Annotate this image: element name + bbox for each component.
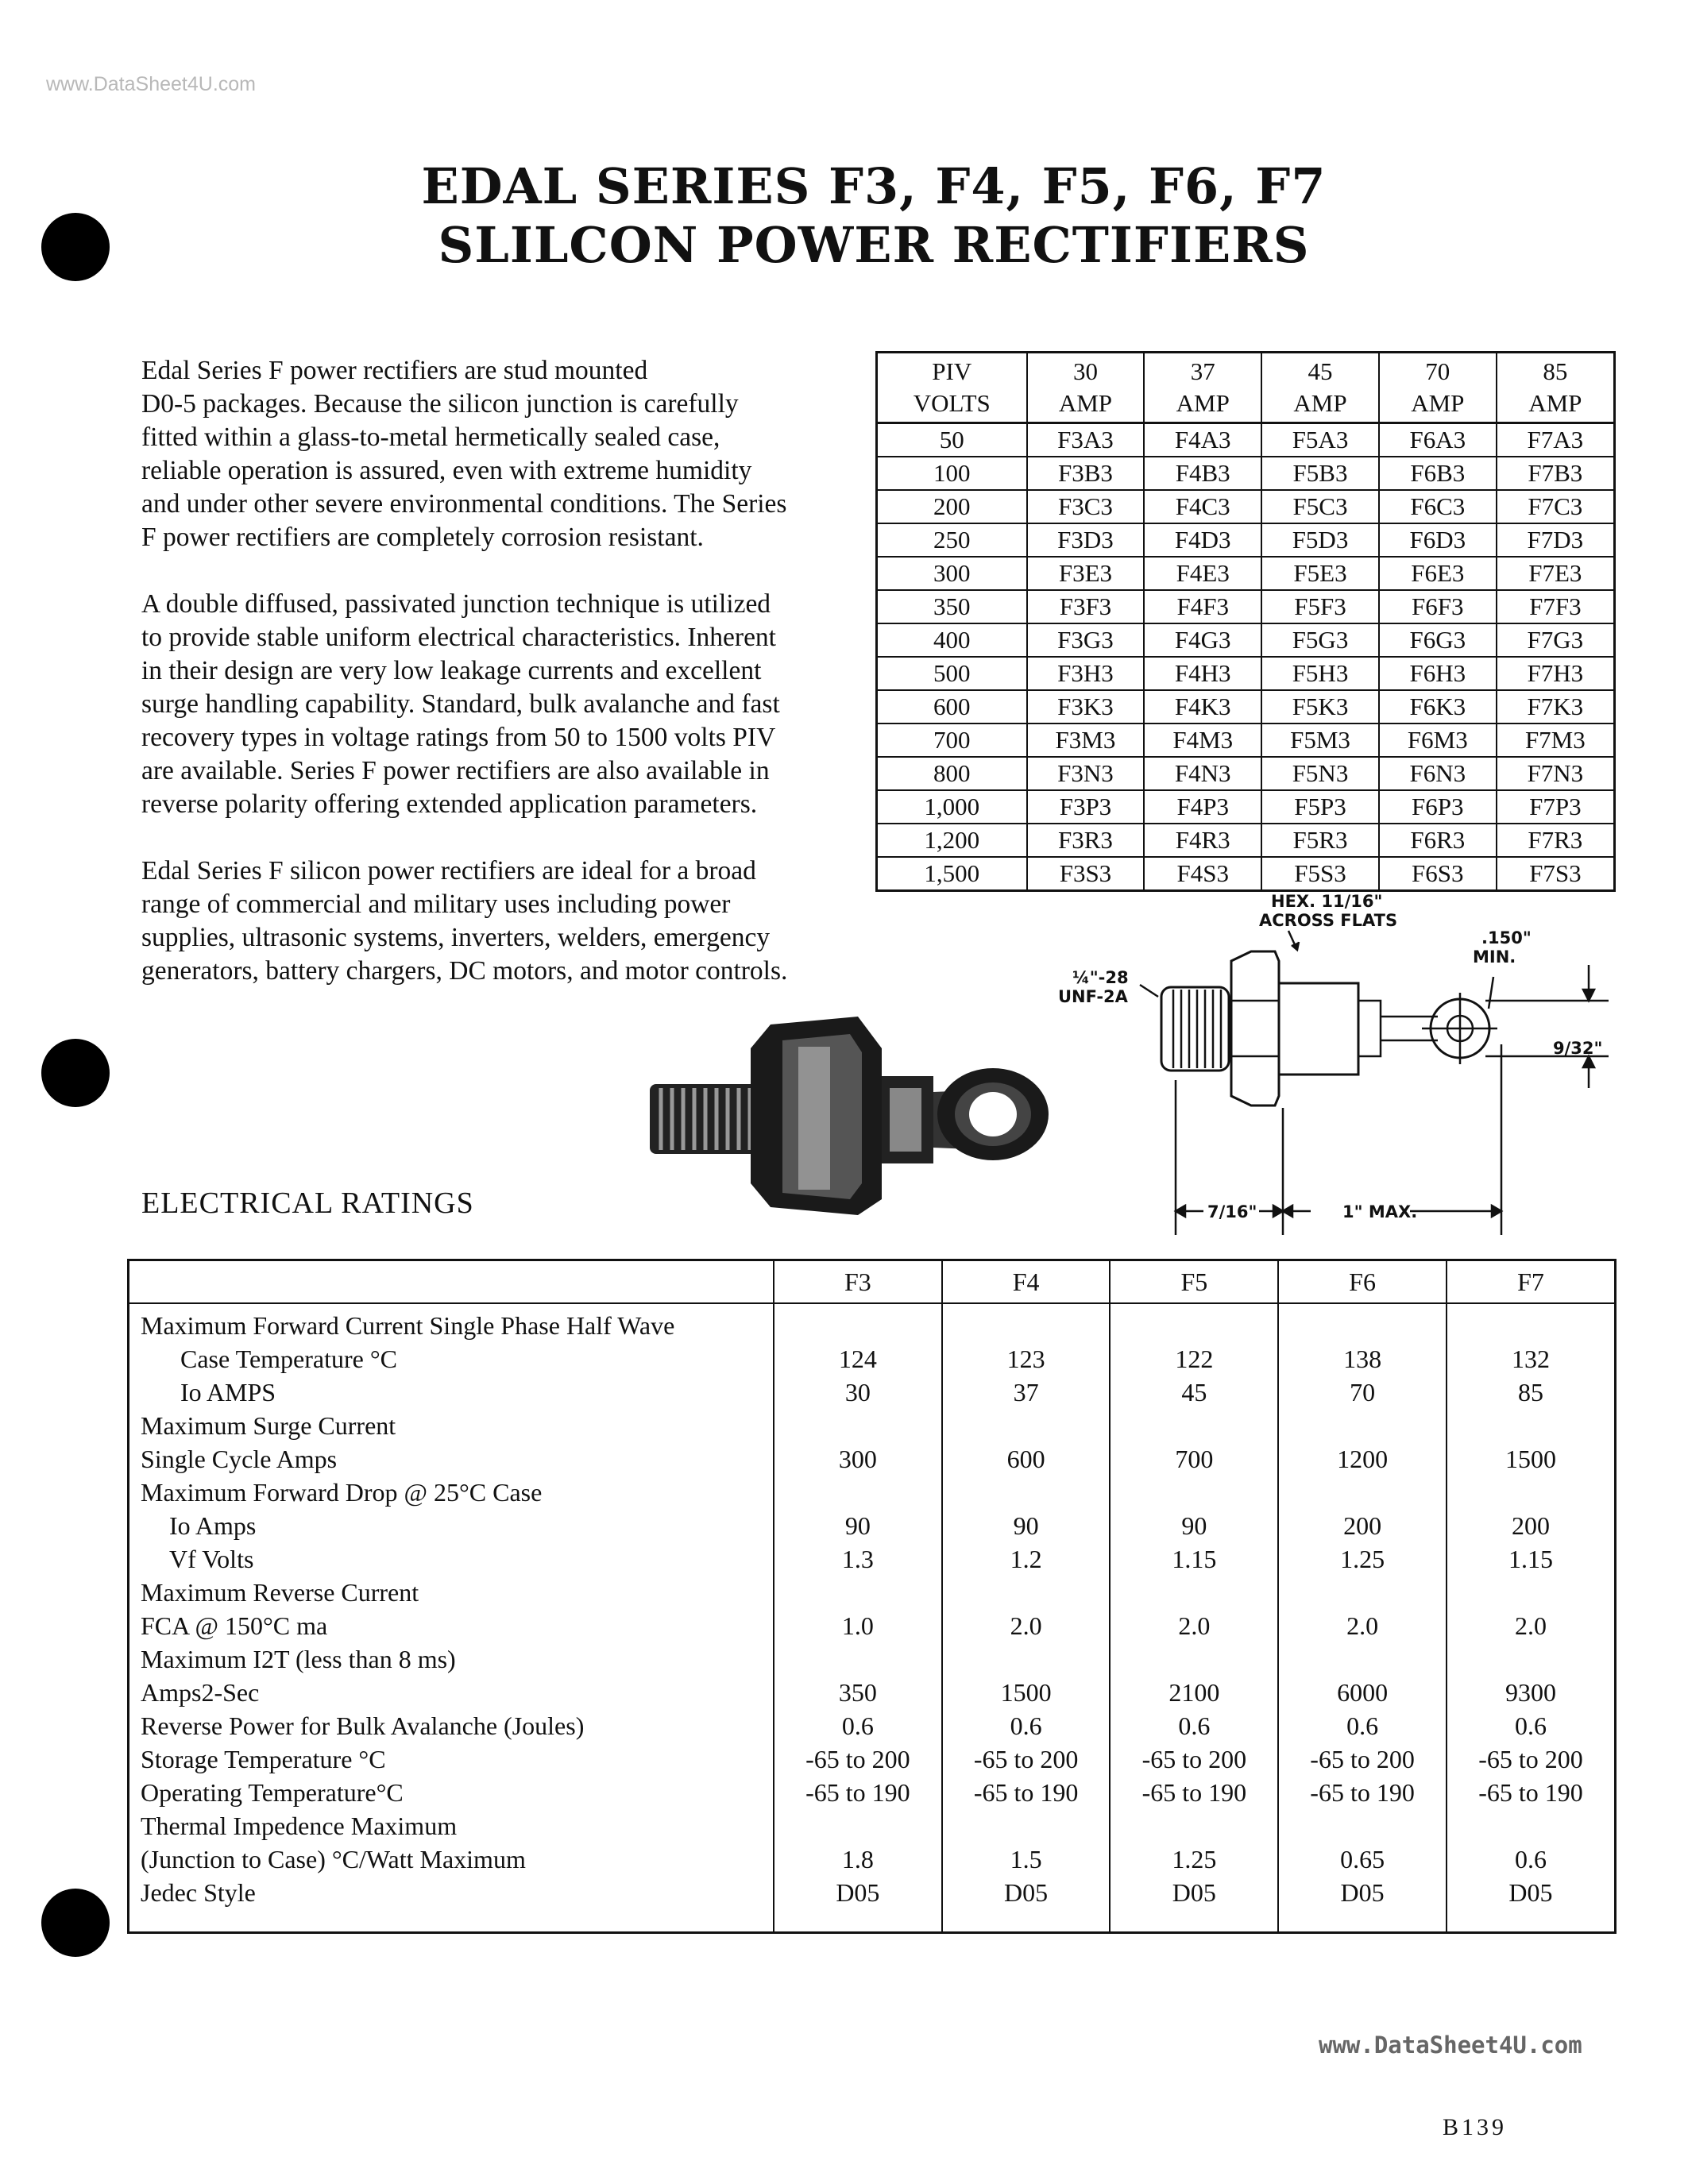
rating-value: -65 to 190	[1310, 1778, 1415, 1807]
ratings-value-column	[1110, 1303, 1278, 1933]
part-number-cell: F4R3	[1144, 824, 1261, 857]
part-number-cell: F6P3	[1379, 790, 1497, 824]
rating-value: D05	[1340, 1878, 1385, 1907]
thread-label-2: UNF-2A	[1058, 987, 1128, 1006]
rating-label: Jedec Style	[141, 1878, 256, 1907]
part-number-cell: F6D3	[1379, 523, 1497, 557]
part-number-cell: F6C3	[1379, 490, 1497, 523]
page-number: B139	[1443, 2114, 1508, 2140]
piv-voltage-cell: 600	[877, 690, 1027, 723]
part-number-cell: F5D3	[1261, 523, 1379, 557]
rectifier-drawing	[620, 889, 1620, 1247]
part-number-cell: F7A3	[1497, 423, 1615, 457]
piv-header-row	[877, 353, 1615, 423]
rating-label: Maximum Forward Drop @ 25°C Case	[141, 1478, 543, 1507]
ratings-value-column	[1278, 1303, 1447, 1933]
rating-value: 30	[844, 1378, 871, 1406]
stud-length-label: 7/16"	[1207, 1202, 1257, 1221]
rating-value: 1500	[1505, 1445, 1556, 1473]
part-number-cell: F3M3	[1027, 723, 1145, 757]
rating-value: 1.5	[1010, 1845, 1042, 1873]
ratings-column-header: F5	[1110, 1260, 1278, 1304]
table-row	[877, 590, 1615, 623]
rating-value: D05	[1508, 1878, 1553, 1907]
rating-label: FCA @ 150°C ma	[141, 1611, 328, 1640]
rating-label: Maximum I2T (less than 8 ms)	[141, 1645, 456, 1673]
piv-header-cell	[1379, 353, 1497, 423]
paragraph-line: Edal Series F power rectifiers are stud mounted	[141, 356, 648, 385]
part-number-cell: F3F3	[1027, 590, 1145, 623]
part-number-cell: F3H3	[1027, 657, 1145, 690]
paragraph-line: supplies, ultrasonic systems, inverters, welders, emergency	[141, 923, 771, 952]
ratings-value-column	[774, 1303, 942, 1933]
part-number-cell: F7B3	[1497, 457, 1615, 490]
part-number-cell: F7C3	[1497, 490, 1615, 523]
part-number-cell: F3D3	[1027, 523, 1145, 557]
table-row	[877, 490, 1615, 523]
part-number-cell: F6F3	[1379, 590, 1497, 623]
min-label: .150"	[1481, 928, 1532, 947]
ratings-header-blank	[129, 1260, 774, 1304]
rating-value	[943, 1476, 1110, 1509]
part-number-cell: F7F3	[1497, 590, 1615, 623]
rating-value: -65 to 190	[805, 1778, 910, 1807]
binder-hole-top	[41, 213, 110, 281]
piv-voltage-cell: 1,200	[877, 824, 1027, 857]
piv-header-text: 85	[1543, 357, 1568, 385]
rating-label: Maximum Surge Current	[141, 1411, 396, 1440]
piv-voltage-cell: 700	[877, 723, 1027, 757]
part-number-cell: F4F3	[1144, 590, 1261, 623]
rating-value: 1.8	[841, 1845, 874, 1873]
rating-label: Maximum Forward Current Single Phase Half Wave	[141, 1311, 675, 1340]
part-number-cell: F3B3	[1027, 457, 1145, 490]
piv-header-text: 70	[1425, 357, 1450, 385]
rating-label: Reverse Power for Bulk Avalanche (Joules)	[141, 1711, 585, 1740]
piv-voltage-cell: 200	[877, 490, 1027, 523]
part-number-cell: F6H3	[1379, 657, 1497, 690]
rating-value	[943, 1809, 1110, 1843]
piv-header-text: VOLTS	[913, 389, 991, 417]
part-number-cell: F5E3	[1261, 557, 1379, 590]
part-number-cell: F3C3	[1027, 490, 1145, 523]
rating-label: Maximum Reverse Current	[141, 1578, 419, 1607]
piv-header-text: AMP	[1293, 389, 1347, 417]
rating-label: Case Temperature °C	[180, 1345, 397, 1373]
ratings-column-header: F7	[1447, 1260, 1616, 1304]
ratings-body-row	[129, 1303, 1616, 1933]
rating-value: 1.2	[1010, 1545, 1042, 1573]
ratings-label-column	[129, 1303, 774, 1933]
piv-voltage-cell: 1,000	[877, 790, 1027, 824]
rating-value: 90	[1181, 1511, 1207, 1540]
piv-header-text: 37	[1190, 357, 1215, 385]
paragraph-line: reliable operation is assured, even with extreme humidity	[141, 456, 752, 485]
rating-value	[943, 1309, 1110, 1342]
binder-hole-middle	[41, 1039, 110, 1107]
paragraph-line: and under other severe environmental conditions. The Series	[141, 489, 787, 519]
rating-value: -65 to 200	[973, 1745, 1079, 1773]
part-number-cell: F5B3	[1261, 457, 1379, 490]
part-number-cell: F5N3	[1261, 757, 1379, 790]
table-row	[877, 423, 1615, 457]
part-number-cell: F7R3	[1497, 824, 1615, 857]
rating-value: 132	[1511, 1345, 1550, 1373]
part-number-cell: F7N3	[1497, 757, 1615, 790]
rating-value	[1447, 1476, 1614, 1509]
rating-label: Vf Volts	[169, 1545, 254, 1573]
part-number-cell: F7K3	[1497, 690, 1615, 723]
rating-value	[774, 1809, 941, 1843]
ratings-column-header: F4	[942, 1260, 1111, 1304]
rating-label: Thermal Impedence Maximum	[141, 1812, 458, 1840]
table-row	[877, 723, 1615, 757]
ratings-header-row	[129, 1260, 1616, 1304]
rating-value	[1111, 1409, 1277, 1442]
rating-value	[1447, 1409, 1614, 1442]
hex-label: HEX. 11/16"	[1271, 892, 1383, 911]
part-number-cell: F7E3	[1497, 557, 1615, 590]
table-row	[877, 557, 1615, 590]
part-number-cell: F4S3	[1144, 857, 1261, 891]
rating-value: 122	[1175, 1345, 1214, 1373]
piv-voltage-cell: 350	[877, 590, 1027, 623]
piv-voltage-cell: 400	[877, 623, 1027, 657]
piv-header-cell	[1261, 353, 1379, 423]
rating-value	[774, 1409, 941, 1442]
rating-value: D05	[836, 1878, 880, 1907]
paragraph-line: recovery types in voltage ratings from 50 to 1500 volts PIV	[141, 723, 776, 752]
intro-paragraph	[141, 354, 856, 554]
part-number-cell: F4E3	[1144, 557, 1261, 590]
table-row	[877, 690, 1615, 723]
piv-header-text: PIV	[932, 357, 972, 385]
part-number-cell: F5F3	[1261, 590, 1379, 623]
rating-value: -65 to 200	[1141, 1745, 1247, 1773]
part-number-cell: F3E3	[1027, 557, 1145, 590]
rating-value: 0.6	[1346, 1711, 1379, 1740]
rating-value: -65 to 200	[1478, 1745, 1583, 1773]
rating-value: 70	[1350, 1378, 1376, 1406]
rating-value: -65 to 200	[805, 1745, 910, 1773]
min-label-2: MIN.	[1473, 947, 1516, 967]
rectifier-photo-icon	[650, 1017, 1049, 1215]
ratings-value-column	[942, 1303, 1111, 1933]
rating-value	[1279, 1476, 1446, 1509]
rating-value: 2100	[1168, 1678, 1220, 1707]
page-title: EDAL SERIES F3, F4, F5, F6, F7	[421, 157, 1327, 215]
part-number-cell: F4K3	[1144, 690, 1261, 723]
rating-value	[1279, 1309, 1446, 1342]
part-number-cell: F3G3	[1027, 623, 1145, 657]
part-number-cell: F7S3	[1497, 857, 1615, 891]
rating-value	[1447, 1576, 1614, 1609]
rating-value: -65 to 190	[973, 1778, 1079, 1807]
rating-value	[943, 1642, 1110, 1676]
rating-value	[1279, 1809, 1446, 1843]
binder-hole-bottom	[41, 1889, 110, 1957]
part-number-cell: F4B3	[1144, 457, 1261, 490]
part-number-cell: F4A3	[1144, 423, 1261, 457]
part-number-cell: F5R3	[1261, 824, 1379, 857]
part-number-cell: F5G3	[1261, 623, 1379, 657]
rating-value: 124	[838, 1345, 877, 1373]
watermark-bottom: www.DataSheet4U.com	[1319, 2032, 1582, 2059]
rating-value: 2.0	[1514, 1611, 1547, 1640]
rating-value: 90	[1013, 1511, 1039, 1540]
part-number-cell: F5M3	[1261, 723, 1379, 757]
rating-value: 600	[1006, 1445, 1045, 1473]
rating-value: 1.0	[841, 1611, 874, 1640]
rating-value	[1279, 1576, 1446, 1609]
part-number-cell: F6B3	[1379, 457, 1497, 490]
table-row	[877, 623, 1615, 657]
piv-header-text: AMP	[1176, 389, 1230, 417]
rating-value	[1447, 1309, 1614, 1342]
part-number-cell: F5C3	[1261, 490, 1379, 523]
rating-value: -65 to 190	[1478, 1778, 1583, 1807]
part-number-cell: F3N3	[1027, 757, 1145, 790]
rating-label: Amps2-Sec	[141, 1678, 260, 1707]
rating-value: 1.3	[841, 1545, 874, 1573]
rating-value: 0.6	[841, 1711, 874, 1740]
rating-value: 350	[838, 1678, 877, 1707]
piv-header-text: AMP	[1058, 389, 1113, 417]
electrical-ratings-table	[127, 1259, 1617, 1934]
rating-value: 0.6	[1514, 1845, 1547, 1873]
part-number-cell: F6G3	[1379, 623, 1497, 657]
rating-value	[774, 1576, 941, 1609]
rating-value: 1.25	[1340, 1545, 1385, 1573]
rating-value: 300	[838, 1445, 877, 1473]
rating-label: Single Cycle Amps	[141, 1445, 338, 1473]
rating-value: 1.15	[1508, 1545, 1553, 1573]
part-number-cell: F6M3	[1379, 723, 1497, 757]
part-number-cell: F5K3	[1261, 690, 1379, 723]
rating-label: Io AMPS	[180, 1378, 276, 1406]
paragraph-line: range of commercial and military uses including power	[141, 889, 731, 919]
piv-voltage-cell: 250	[877, 523, 1027, 557]
rating-value	[1447, 1642, 1614, 1676]
table-row	[877, 790, 1615, 824]
thread-label: ¼"-28	[1072, 968, 1129, 987]
watermark-top: www.DataSheet4U.com	[46, 73, 257, 95]
rating-value: 0.6	[1010, 1711, 1042, 1740]
rating-value	[943, 1576, 1110, 1609]
rating-value: 0.6	[1178, 1711, 1211, 1740]
part-number-cell: F4P3	[1144, 790, 1261, 824]
rating-value: 0.6	[1514, 1711, 1547, 1740]
paragraph-line: fitted within a glass-to-metal hermetically sealed case,	[141, 423, 720, 452]
rating-value: 6000	[1337, 1678, 1389, 1707]
rating-value: 2.0	[1346, 1611, 1379, 1640]
ratings-value-column	[1447, 1303, 1616, 1933]
part-number-cell: F4D3	[1144, 523, 1261, 557]
rating-value: D05	[1172, 1878, 1216, 1907]
paragraph-line: in their design are very low leakage currents and excellent	[141, 656, 762, 685]
piv-voltage-cell: 800	[877, 757, 1027, 790]
rating-value: 90	[844, 1511, 871, 1540]
part-number-cell: F6A3	[1379, 423, 1497, 457]
part-number-cell: F5S3	[1261, 857, 1379, 891]
hex-label-2: ACROSS FLATS	[1259, 911, 1398, 930]
part-number-cell: F5P3	[1261, 790, 1379, 824]
rating-label: Io Amps	[169, 1511, 257, 1540]
paragraph-line: F power rectifiers are completely corrosion resistant.	[141, 523, 704, 552]
rating-value: -65 to 190	[1141, 1778, 1247, 1807]
part-number-cell: F4M3	[1144, 723, 1261, 757]
piv-voltage-cell: 100	[877, 457, 1027, 490]
piv-header-cell	[1027, 353, 1145, 423]
paragraph-line: are available. Series F power rectifiers are also available in	[141, 756, 770, 785]
rating-label: Storage Temperature °C	[141, 1745, 386, 1773]
part-number-cell: F3K3	[1027, 690, 1145, 723]
rating-value: 2.0	[1010, 1611, 1042, 1640]
page-subtitle: SLILCON POWER RECTIFIERS	[438, 216, 1310, 274]
rating-value	[774, 1476, 941, 1509]
rating-value	[1111, 1576, 1277, 1609]
rating-value	[774, 1642, 941, 1676]
piv-part-number-table	[875, 351, 1616, 892]
rating-value	[1111, 1642, 1277, 1676]
part-number-cell: F7M3	[1497, 723, 1615, 757]
piv-header-cell	[1144, 353, 1261, 423]
paragraph-line: Edal Series F silicon power rectifiers are ideal for a broad	[141, 856, 756, 886]
piv-header-text: 30	[1072, 357, 1098, 385]
piv-voltage-cell: 500	[877, 657, 1027, 690]
rating-value: 1.15	[1172, 1545, 1217, 1573]
table-row	[877, 657, 1615, 690]
rating-value: 123	[1006, 1345, 1045, 1373]
rating-value: 200	[1511, 1511, 1550, 1540]
table-row	[877, 457, 1615, 490]
part-number-cell: F3R3	[1027, 824, 1145, 857]
part-number-cell: F7H3	[1497, 657, 1615, 690]
width-label: 9/32"	[1553, 1039, 1603, 1058]
part-number-cell: F7G3	[1497, 623, 1615, 657]
part-number-cell: F3A3	[1027, 423, 1145, 457]
rating-value: 9300	[1505, 1678, 1556, 1707]
rating-value: 200	[1343, 1511, 1382, 1540]
part-number-cell: F4C3	[1144, 490, 1261, 523]
max-length-label: 1" MAX.	[1342, 1202, 1418, 1221]
part-number-cell: F6S3	[1379, 857, 1497, 891]
intro-paragraph	[141, 588, 856, 821]
rating-value	[1111, 1809, 1277, 1843]
paragraph-line: to provide stable uniform electrical characteristics. Inherent	[141, 623, 776, 652]
rating-value: 37	[1013, 1378, 1039, 1406]
rating-value: 700	[1175, 1445, 1214, 1473]
part-number-cell: F6K3	[1379, 690, 1497, 723]
part-number-cell: F3S3	[1027, 857, 1145, 891]
rating-label: (Junction to Case) °C/Watt Maximum	[141, 1845, 526, 1873]
paragraph-line: surge handling capability. Standard, bulk avalanche and fast	[141, 689, 780, 719]
piv-voltage-cell: 300	[877, 557, 1027, 590]
paragraph-line: A double diffused, passivated junction technique is utilized	[141, 589, 771, 619]
rating-value	[1279, 1409, 1446, 1442]
rating-value	[774, 1309, 941, 1342]
rating-value: 1200	[1337, 1445, 1389, 1473]
paragraph-line: D0-5 packages. Because the silicon junction is carefully	[141, 389, 739, 419]
part-number-cell: F7D3	[1497, 523, 1615, 557]
rating-value: 0.65	[1340, 1845, 1385, 1873]
table-row	[877, 824, 1615, 857]
dimension-diagram	[1140, 931, 1609, 1235]
part-number-cell: F5A3	[1261, 423, 1379, 457]
piv-header-text: AMP	[1411, 389, 1465, 417]
piv-voltage-cell: 50	[877, 423, 1027, 457]
table-row	[877, 857, 1615, 891]
piv-voltage-cell: 1,500	[877, 857, 1027, 891]
table-row	[877, 757, 1615, 790]
rating-value: 45	[1181, 1378, 1207, 1406]
rating-value	[1111, 1309, 1277, 1342]
piv-header-text: 45	[1308, 357, 1333, 385]
ratings-heading: ELECTRICAL RATINGS	[141, 1187, 474, 1220]
rating-value: 1500	[1000, 1678, 1052, 1707]
piv-header-text: AMP	[1528, 389, 1582, 417]
part-number-cell: F7P3	[1497, 790, 1615, 824]
rating-value	[1447, 1809, 1614, 1843]
rating-value: 85	[1517, 1378, 1543, 1406]
paragraph-line: reverse polarity offering extended application parameters.	[141, 789, 758, 819]
table-row	[877, 523, 1615, 557]
piv-header-cell	[877, 353, 1027, 423]
ratings-column-header: F3	[774, 1260, 942, 1304]
part-number-cell: F3P3	[1027, 790, 1145, 824]
piv-header-cell	[1497, 353, 1615, 423]
rating-value: 1.25	[1172, 1845, 1217, 1873]
rating-value: 2.0	[1178, 1611, 1211, 1640]
rating-value	[943, 1409, 1110, 1442]
ratings-column-header: F6	[1278, 1260, 1447, 1304]
rating-label: Operating Temperature°C	[141, 1778, 404, 1807]
rating-value	[1111, 1476, 1277, 1509]
rating-value: 138	[1343, 1345, 1382, 1373]
part-number-cell: F4H3	[1144, 657, 1261, 690]
part-number-cell: F4N3	[1144, 757, 1261, 790]
part-number-cell: F5H3	[1261, 657, 1379, 690]
part-number-cell: F6N3	[1379, 757, 1497, 790]
paragraph-line: generators, battery chargers, DC motors, and motor controls.	[141, 956, 788, 986]
rating-value	[1279, 1642, 1446, 1676]
rating-value: D05	[1004, 1878, 1049, 1907]
rating-value: -65 to 200	[1310, 1745, 1415, 1773]
part-number-cell: F6E3	[1379, 557, 1497, 590]
part-number-cell: F4G3	[1144, 623, 1261, 657]
part-number-cell: F6R3	[1379, 824, 1497, 857]
